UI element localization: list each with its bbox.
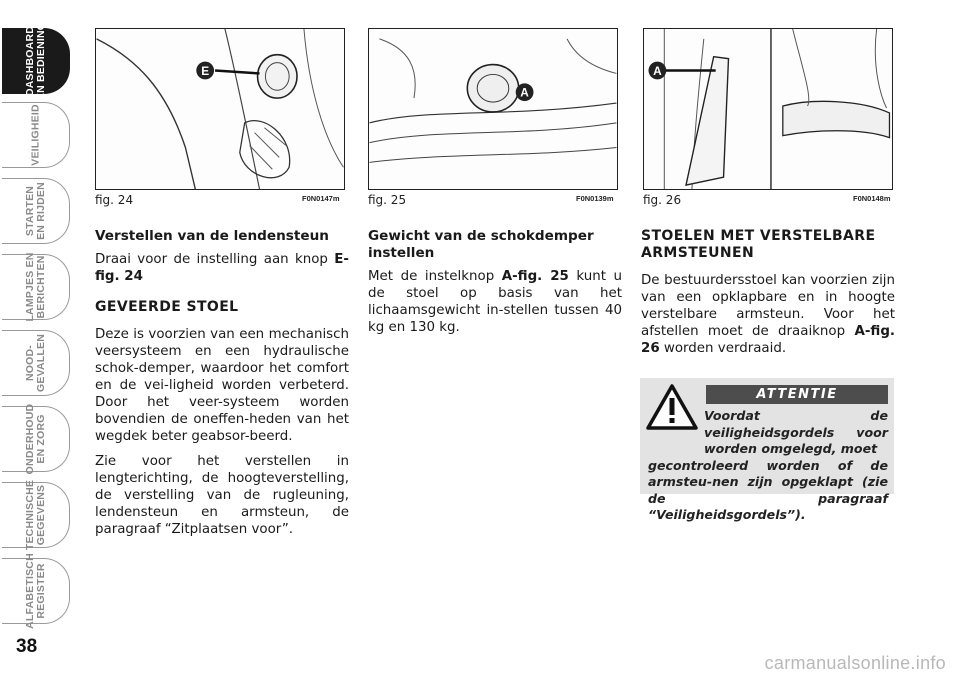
warning-box	[640, 378, 894, 522]
tab-label: DASHBOARD EN BEDIENING	[23, 21, 47, 101]
paragraph	[95, 251, 349, 285]
paragraph: Zie voor het verstellen in lengterichting, de hoogteverstelling, de verstelling van de rugleuning, lendensteun en armsteun, de paragraaf “Zitplaatsen voor”.	[95, 454, 349, 537]
tab-starten[interactable]	[2, 178, 70, 244]
tab-veiligheid[interactable]	[2, 102, 70, 168]
damper-knob-illustration	[369, 29, 617, 189]
tab-lampjes[interactable]	[2, 254, 70, 320]
paragraph-text: kunt u de stoel op basis van het lichaamsgewicht in-stellen tussen 40 kg en 130 kg.	[368, 269, 622, 335]
page-number: 38	[16, 636, 38, 657]
figure-marker: A	[520, 85, 529, 100]
tab-label: LAMPJES EN BERICHTEN	[23, 252, 47, 322]
armrest-knob-illustration	[644, 29, 892, 189]
section-heading: GEVEERDE STOEL	[95, 299, 239, 315]
figure-26	[643, 28, 893, 190]
figure-caption: fig. 25	[368, 193, 407, 207]
paragraph-text: De bestuurdersstoel kan voorzien zijn van een opklapbare en in hoogte verstelbare armsteun. Voor het afstellen moet de draaiknop	[641, 273, 895, 339]
warning-text-line: gecontroleerd worden of de armsteu-nen zijn opgeklapt (zie de paragraaf “Veiligheidsgordels”).	[648, 457, 888, 522]
figure-caption: fig. 26	[643, 193, 682, 207]
warning-text	[648, 408, 888, 524]
column-armrests	[641, 228, 895, 365]
watermark: carmanualsonline.info	[764, 653, 946, 673]
warning-title: ATTENTIE	[706, 385, 888, 404]
warning-text-line: Voordat de veiligheidsgordels voor worden omgelegd, moet	[704, 408, 888, 456]
tab-label: ONDERHOUD EN ZORG	[23, 403, 47, 475]
tab-label: NOOD- GEVALLEN	[23, 334, 47, 392]
tab-label: ALFABETISCH REGISTER	[23, 553, 47, 629]
figure-marker: A	[653, 63, 662, 78]
section-heading: Gewicht van de schokdemper instellen	[368, 228, 594, 261]
paragraph-text: worden verdraaid.	[659, 341, 787, 356]
paragraph-text: Draai voor de instelling aan knop	[95, 252, 335, 267]
paragraph	[641, 272, 895, 357]
figure-24	[95, 28, 345, 190]
figure-caption: fig. 24	[95, 193, 134, 207]
figure-25	[368, 28, 618, 190]
figure-code: F0N0148m	[853, 194, 891, 203]
tab-technische[interactable]	[2, 479, 70, 551]
figure-reference: E-fig. 24	[95, 252, 349, 284]
figure-marker: E	[201, 63, 210, 78]
section-heading: STOELEN MET VERSTELBARE ARMSTEUNEN	[641, 228, 876, 261]
figure-code: F0N0147m	[302, 194, 340, 203]
tab-dashboard[interactable]	[2, 21, 70, 101]
figure-code: F0N0139m	[576, 194, 614, 203]
tab-label: STARTEN EN RIJDEN	[23, 182, 47, 240]
column-lumbar	[95, 228, 349, 546]
figure-reference: A-fig. 26	[641, 324, 895, 356]
tab-onderhoud[interactable]	[2, 403, 70, 475]
paragraph	[368, 268, 622, 336]
lumbar-knob-illustration	[96, 29, 344, 189]
paragraph-text: Met de instelknop	[368, 269, 502, 284]
tab-label: VEILIGHEID	[29, 104, 41, 166]
tab-register[interactable]	[2, 553, 70, 629]
paragraph: Deze is voorzien van een mechanisch veersysteem en een hydraulische schok-demper, waardoor het comfort en de vei-ligheid worden verbeterd. Door het veer-systeem worden bovendien de oneffen-heden van het wegdek beter geabsor-beerd.	[95, 327, 349, 444]
column-damper	[368, 228, 622, 344]
tab-noodgevallen[interactable]	[2, 330, 70, 396]
tab-label: TECHNISCHE GEGEVENS	[23, 479, 47, 551]
figure-reference: A-fig. 25	[501, 269, 569, 284]
section-heading: Verstellen van de lendensteun	[95, 228, 329, 244]
